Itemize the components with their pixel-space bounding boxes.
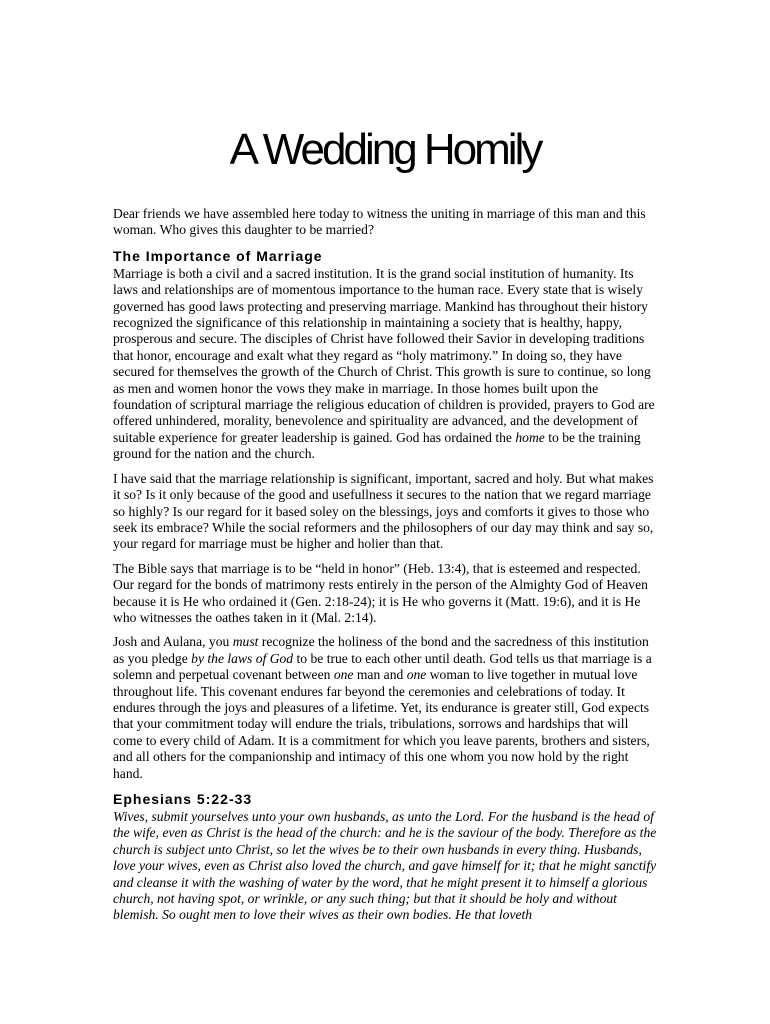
paragraph-text: to be true to each other until death. God tells us that marriage is a solemn and perpetual covenant between xyxy=(113,650,652,683)
emphasis-text: must xyxy=(232,634,259,650)
emphasis-text: home xyxy=(515,429,545,445)
paragraph-text: man and xyxy=(353,667,407,683)
body-paragraph-2: I have said that the marriage relationship is significant, important, sacred and holy. But what makes it so? Is it only because of the good and usefullness it secures to the nation that we regard marriage so highly? Is our regard for it based soley on the blessings, joys and comforts it gives to those who seek its embrace? While the social reformers and the philosophers of our day may think and say so, your regard for marriage must be higher and holier than that. xyxy=(113,470,654,552)
emphasis-text: by the laws of God xyxy=(191,650,294,666)
paragraph-text: Marriage is both a civil and a sacred institution. It is the grand social institution of humanity. Its laws and relationships are of momentous importance to the human race. Every state that is wisely governed has good laws protecting and preserving marriage. Mankind has throughout their history recognized the significance of this relationship in maintaining a society that is healthy, happy, prosperous and secure. The disciples of Christ have followed their Savior in developing traditions that honor, encourage and exalt what they regard as “holy matrimony.” In doing so, they have secured for themselves the growth of the Church of Christ. This growth is sure to continue, so long as men and women honor the vows they make in marriage. In those homes built upon the foundation of scriptural marriage the religious education of children is provided, prayers to God are offered unhindered, morality, benevolence and spirituality are advanced, and the development of suitable experience for greater leadership is gained. God has ordained the xyxy=(113,265,655,445)
emphasis-text: one xyxy=(333,667,354,683)
intro-paragraph: Dear friends we have assembled here today to witness the uniting in marriage of this man and this woman. Who gives this daughter to be married? xyxy=(113,206,646,238)
section-heading-importance: The Importance of Marriage xyxy=(113,247,323,264)
paragraph-text: to be the training ground for the nation and the church. xyxy=(113,429,641,462)
body-paragraph-3: The Bible says that marriage is to be “held in honor” (Heb. 13:4), that is esteemed and respected. Our regard for the bonds of matrimony rests entirely in the person of the Almighty God of Heaven because it is He who ordained it (Gen. 2:18-24); it is He who governs it (Matt. 19:6), and it is He who witnesses the oathes taken in it (Mal. 2:14). xyxy=(113,560,648,625)
emphasis-text: one xyxy=(406,667,427,683)
body-paragraph-4 xyxy=(113,634,659,782)
document-title: A Wedding Homily xyxy=(229,125,541,174)
document-body xyxy=(113,206,659,932)
scripture-block xyxy=(113,809,659,924)
paragraph-text: woman to live together in mutual love throughout life. This covenant endures far beyond the ceremonies and celebrations of today. It endures through the joys and pleasures of a lifetime. Yet, its endurance is greater still, God expects that your commitment today will endure the trials, tribulations, sorrows and hardships that will come to every child of Adam. It is a commitment for which you leave parents, brothers and sisters, and all others for the companionship and intimacy of this one whom you now hold by the right hand. xyxy=(113,667,650,781)
body-paragraph-1 xyxy=(113,266,659,463)
paragraph-text: Josh and Aulana, you xyxy=(113,634,233,650)
scripture-text: Wives, submit yourselves unto your own husbands, as unto the Lord. For the husband is the head of the wife, even as Christ is the head of the church: and he is the saviour of the body. Therefore as the church is subject unto Christ, so let the wives be to their own husbands in every thing. Husbands, love your wives, even as Christ also loved the church, and gave himself for it; that he might sanctify and cleanse it with the washing of water by the word, that he might present it to himself a glorious church, not having spot, or wrinkle, or any such thing; but that it should be holy and without blemish. So ought men to love their wives as their own bodies. He that loveth xyxy=(113,809,657,923)
paragraph-text: recognize the holiness of the bond and the sacredness of this institution as you pledge xyxy=(113,634,649,666)
section-heading-ephesians: Ephesians 5:22-33 xyxy=(113,791,253,807)
